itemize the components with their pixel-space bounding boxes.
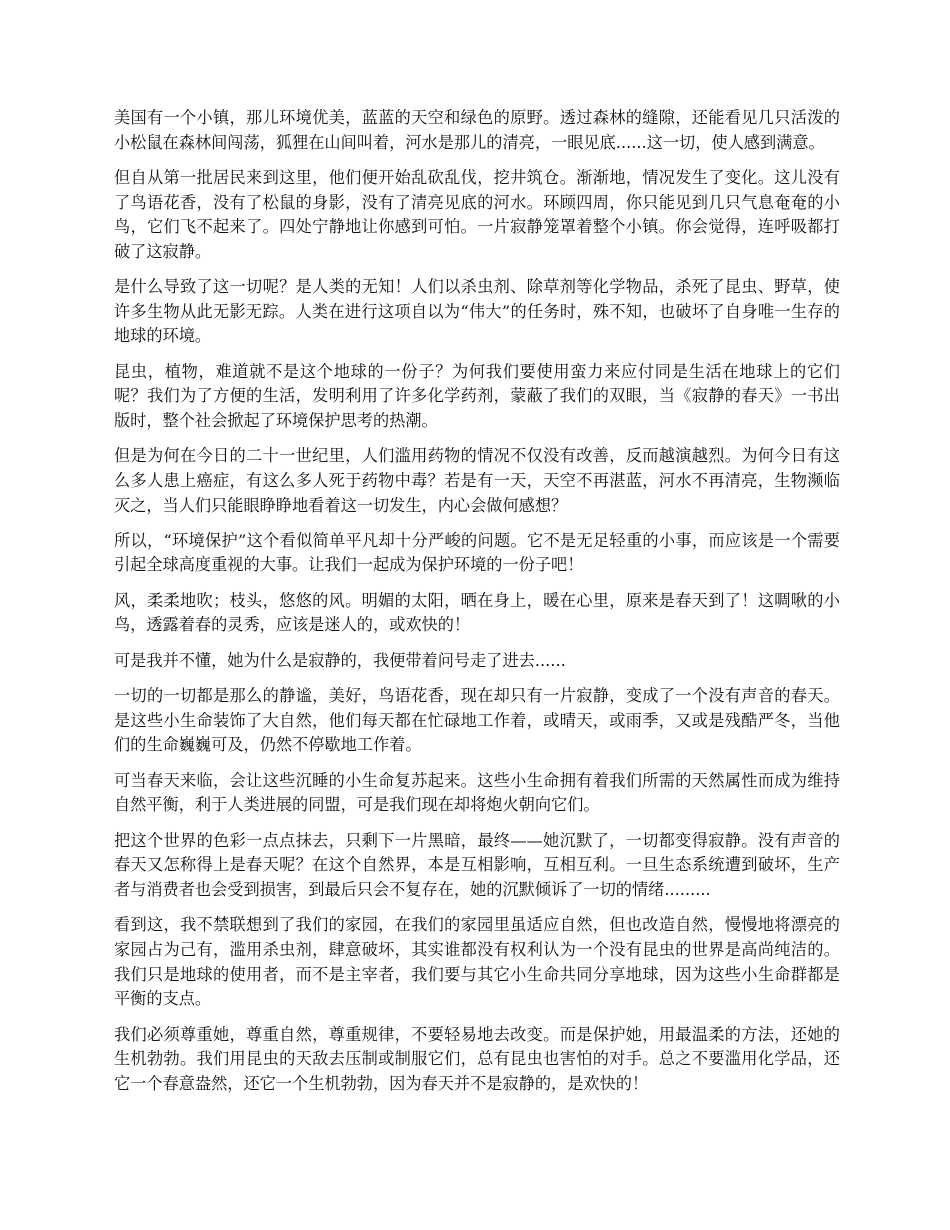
paragraph-13: 我们必须尊重她，尊重自然，尊重规律，不要轻易地去改变。而是保护她，用最温柔的方法，还她的生机勃勃。我们用昆虫的天敌去压制或制服它们，总有昆虫也害怕的对手。总之不要滥用化学品，还它一个春意盎然，还它一个生机勃勃，因为春天并不是寂静的，是欢快的！ — [114, 1024, 840, 1093]
paragraph-4: 昆虫，植物，难道就不是这个地球的一份子？为何我们要使用蛮力来应付同是生活在地球上的它们呢？我们为了方便的生活，发明利用了许多化学药剂，蒙蔽了我们的双眼，当《寂静的春天》一书出版时，整个社会掀起了环境保护思考的热潮。 — [114, 361, 840, 430]
paragraph-1: 美国有一个小镇，那儿环境优美，蓝蓝的天空和绿色的原野。透过森林的缝隙，还能看见几只活泼的小松鼠在森林间闯荡，狐狸在山间叫着，河水是那儿的清亮，一眼见底......这一切，使人感到满意。 — [114, 108, 840, 152]
paragraph-6: 所以，“环境保护”这个看似简单平凡却十分严峻的问题。它不是无足轻重的小事，而应该是一个需要引起全球高度重视的大事。让我们一起成为保护环境的一份子吧！ — [114, 530, 840, 575]
paragraph-10: 可当春天来临，会让这些沉睡的小生命复苏起来。这些小生命拥有着我们所需的天然属性而成为维持自然平衡，利于人类进展的同盟，可是我们现在却将炮火朝向它们。 — [114, 770, 840, 815]
paragraph-3: 是什么导致了这一切呢？是人类的无知！人们以杀虫剂、除草剂等化学物品，杀死了昆虫、野草，使许多生物从此无影无踪。人类在进行这项自以为“伟大”的任务时，殊不知，也破坏了自身唯一生存的地球的环境。 — [114, 277, 840, 346]
paragraph-12: 看到这，我不禁联想到了我们的家园，在我们的家园里虽适应自然，但也改造自然，慢慢地将漂亮的家园占为己有，滥用杀虫剂，肆意破坏，其实谁都没有权利认为一个没有昆虫的世界是高尚纯洁的。我们只是地球的使用者，而不是主宰者，我们要与其它小生命共同分享地球，因为这些小生命群都是平衡的支点。 — [114, 915, 840, 1009]
paragraph-8: 可是我并不懂，她为什么是寂静的，我便带着问号走了进去...... — [114, 650, 566, 670]
paragraph-2: 但自从第一批居民来到这里，他们便开始乱砍乱伐，挖井筑仓。渐渐地，情况发生了变化。这儿没有了鸟语花香，没有了松鼠的身影，没有了清亮见底的河水。环顾四周，你只能见到几只气息奄奄的小鸟，它们飞不起来了。四处宁静地让你感到可怕。一片寂静笼罩着整个小镇。你会觉得，连呼吸都打破了这寂静。 — [114, 167, 840, 261]
paragraph-5: 但是为何在今日的二十一世纪里，人们滥用药物的情况不仅没有改善，反而越演越烈。为何今日有这么多人患上癌症，有这么多人死于药物中毒？若是有一天，天空不再湛蓝，河水不再清亮，生物濒临灭之，当人们只能眼睁睁地看着这一切发生，内心会做何感想？ — [114, 446, 840, 515]
paragraph-9: 一切的一切都是那么的静谧，美好，鸟语花香，现在却只有一片寂静，变成了一个没有声音的春天。是这些小生命装饰了大自然，他们每天都在忙碌地工作着，或晴天，或雨季，又或是残酷严冬，当他们的生命巍巍可及，仍然不停歇地工作着。 — [114, 686, 840, 755]
document-body — [114, 106, 840, 1107]
paragraph-11: 把这个世界的色彩一点点抹去，只剩下一片黑暗，最终——她沉默了，一切都变得寂静。没有声音的春天又怎称得上是春天呢？在这个自然界，本是互相影响，互相互利。一旦生态系统遭到破坏，生产者与消费者也会受到损害，到最后只会不复存在，她的沉默倾诉了一切的情绪......... — [114, 830, 840, 899]
paragraph-7: 风，柔柔地吹；枝头，悠悠的风。明媚的太阳，晒在身上，暖在心里，原来是春天到了！这啁啾的小鸟，透露着春的灵秀，应该是迷人的，或欢快的！ — [114, 590, 840, 635]
